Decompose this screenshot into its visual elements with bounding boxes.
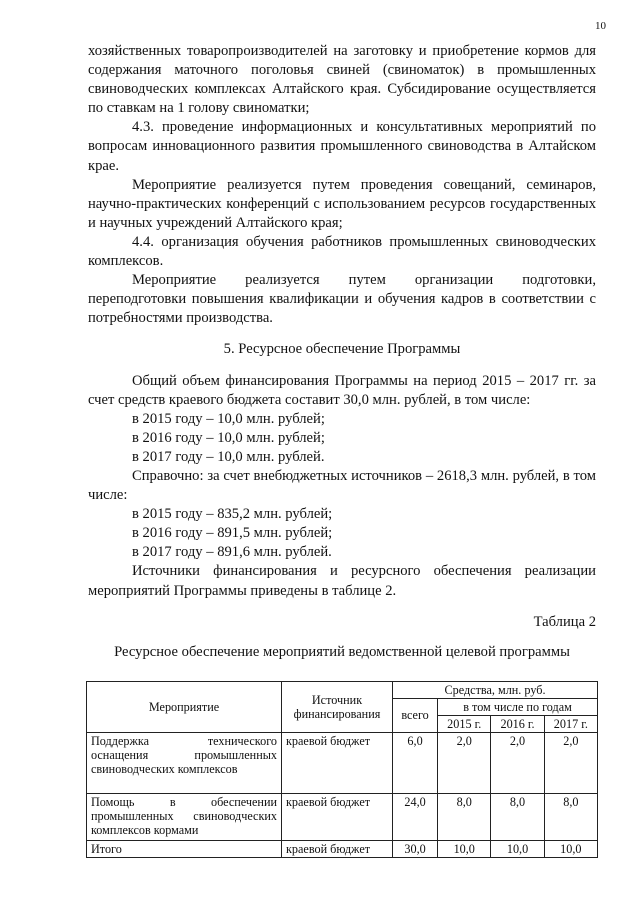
cell-event: Помощь в обеспечении промышленных свиноводческих комплексов кормами <box>87 793 282 840</box>
header-event: Мероприятие <box>87 681 282 732</box>
budget-2016: в 2016 году – 10,0 млн. рублей; <box>132 429 325 446</box>
table-label: Таблица 2 <box>533 613 596 630</box>
cell-total: 30,0 <box>393 840 438 857</box>
header-by-years: в том числе по годам <box>438 698 598 715</box>
cell-2017: 8,0 <box>544 793 597 840</box>
paragraph-seminars: Мероприятие реализуется путем проведения совещаний, семинаров, научно-практических конференций с использованием ресурсов государственных и научных учреждений Алтайского края; <box>88 176 596 231</box>
table-row <box>87 793 598 840</box>
header-funds: Средства, млн. руб. <box>393 681 598 698</box>
cell-2016: 10,0 <box>491 840 544 857</box>
table-header-row <box>87 681 598 698</box>
paragraph-extrabudget: Справочно: за счет внебюджетных источников – 2618,3 млн. рублей, в том числе: <box>88 467 596 504</box>
header-2015: 2015 г. <box>438 715 491 732</box>
cell-source: краевой бюджет <box>282 793 393 840</box>
extra-2015: в 2015 году – 835,2 млн. рублей; <box>132 506 333 523</box>
cell-2015: 8,0 <box>438 793 491 840</box>
cell-event: Итого <box>87 840 282 857</box>
cell-2017: 2,0 <box>544 732 597 793</box>
budget-2017: в 2017 году – 10,0 млн. рублей. <box>132 448 325 465</box>
paragraph-total-funding: Общий объем финансирования Программы на период 2015 – 2017 гг. за счет средств краевого бюджета составит 30,0 млн. рублей, в том числе: <box>88 372 596 408</box>
cell-total: 6,0 <box>393 732 438 793</box>
cell-total: 24,0 <box>393 793 438 840</box>
paragraph-subsidy: хозяйственных товаропроизводителей на заготовку и приобретение кормов для содержания маточного поголовья свиней (свиноматок) в промышленных свиноводческих комплексах Алтайского края. Субсидирование осуществляется по ставкам на 1 голову свиноматки; <box>88 43 596 117</box>
cell-2017: 10,0 <box>544 840 597 857</box>
header-2016: 2016 г. <box>491 715 544 732</box>
cell-2015: 10,0 <box>438 840 491 857</box>
extra-2016: в 2016 году – 891,5 млн. рублей; <box>132 525 333 542</box>
cell-source: краевой бюджет <box>282 732 393 793</box>
cell-source: краевой бюджет <box>282 840 393 857</box>
resource-table <box>86 681 598 858</box>
paragraph-4-4: 4.4. организация обучения работников промышленных свиноводческих комплексов. <box>88 233 596 270</box>
table-row <box>87 732 598 793</box>
page-number: 10 <box>595 20 606 32</box>
cell-2016: 8,0 <box>491 793 544 840</box>
cell-2015: 2,0 <box>438 732 491 793</box>
section-heading: 5. Ресурсное обеспечение Программы <box>223 341 461 358</box>
budget-2015: в 2015 году – 10,0 млн. рублей; <box>132 410 325 427</box>
cell-2016: 2,0 <box>491 732 544 793</box>
paragraph-sources: Источники финансирования и ресурсного обеспечения реализации мероприятий Программы приведены в таблице 2. <box>88 563 596 599</box>
document-body <box>88 42 596 858</box>
paragraph-training: Мероприятие реализуется путем организации подготовки, переподготовки повышения квалификации и обучения кадров в соответствии с потребностями производства. <box>88 272 596 327</box>
header-2017: 2017 г. <box>544 715 597 732</box>
paragraph-4-3: 4.3. проведение информационных и консультативных мероприятий по вопросам инновационного развития промышленного свиноводства в Алтайском крае. <box>88 119 596 174</box>
header-source: Источник финансирования <box>282 681 393 732</box>
extra-2017: в 2017 году – 891,6 млн. рублей. <box>132 544 332 561</box>
table-row-total <box>87 840 598 857</box>
table-title: Ресурсное обеспечение мероприятий ведомственной целевой программы <box>114 643 570 660</box>
cell-event: Поддержка технического оснащения промышленных свиноводческих комплексов <box>87 732 282 793</box>
header-total: всего <box>393 698 438 732</box>
